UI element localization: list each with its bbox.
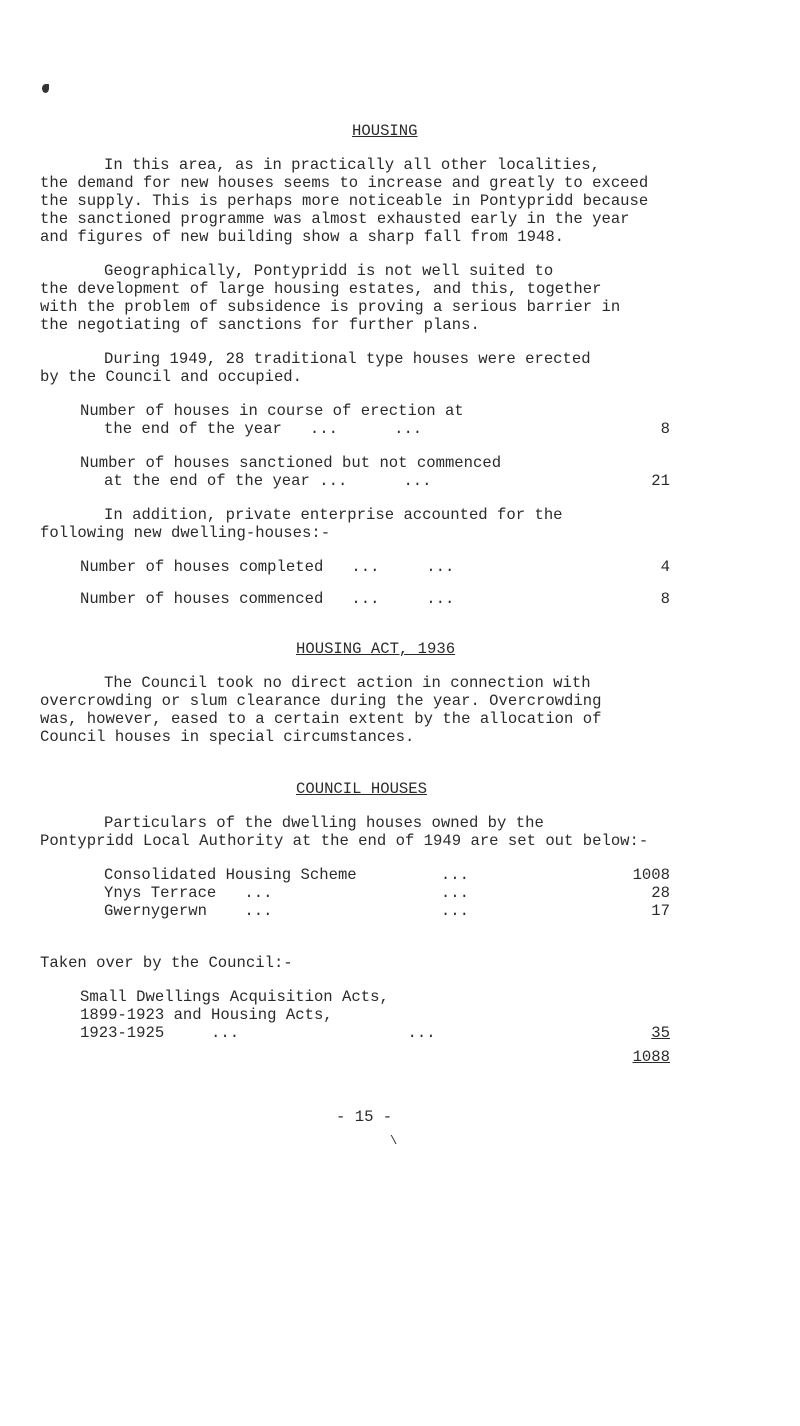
particulars-line: Particulars of the dwelling houses owned by the xyxy=(104,814,544,832)
intro-line: the supply. This is perhaps more noticeable in Pontypridd because xyxy=(40,192,649,210)
council-houses-heading: COUNCIL HOUSES xyxy=(296,780,428,798)
owned-label: Ynys Terrace ... ... xyxy=(104,884,469,902)
geo-line: the negotiating of sanctions for further plans. xyxy=(40,316,480,334)
intro-line: the sanctioned programme was almost exhausted early in the year xyxy=(40,210,630,228)
private-line: following new dwelling-houses:- xyxy=(40,524,331,542)
stat-label: the end of the year ... ... xyxy=(104,420,423,438)
scan-mark xyxy=(42,84,49,93)
intro-line: the demand for new houses seems to increase and greatly to exceed xyxy=(40,174,649,192)
private-stat-label: Number of houses completed ... ... xyxy=(80,558,455,576)
intro-line: In this area, as in practically all other localities, xyxy=(104,156,600,174)
act-line: was, however, eased to a certain extent by the allocation of xyxy=(40,710,602,728)
private-stat-label: Number of houses commenced ... ... xyxy=(80,590,455,608)
acts-line: 1899-1923 and Housing Acts, xyxy=(80,1006,333,1024)
stat-label: Number of houses in course of erection at xyxy=(80,402,464,420)
taken-over-label: Taken over by the Council:- xyxy=(40,954,293,972)
geo-line: the development of large housing estates, and this, together xyxy=(40,280,602,298)
during-line: During 1949, 28 traditional type houses were erected xyxy=(104,350,591,368)
private-line: In addition, private enterprise accounted for the xyxy=(104,506,563,524)
act-line: The Council took no direct action in connection with xyxy=(104,674,591,692)
acts-line: Small Dwellings Acquisition Acts, xyxy=(80,988,389,1006)
particulars-line: Pontypridd Local Authority at the end of 1949 are set out below:- xyxy=(40,832,649,850)
page-number: - 15 - xyxy=(336,1108,393,1126)
total-value: 1088 xyxy=(632,1048,670,1066)
act-line: overcrowding or slum clearance during the year. Overcrowding xyxy=(40,692,602,710)
page-title: HOUSING xyxy=(352,122,418,140)
owned-value: 1008 xyxy=(632,866,670,884)
stat-label: at the end of the year ... ... xyxy=(104,472,432,490)
stat-value: 21 xyxy=(651,472,670,490)
geo-line: Geographically, Pontypridd is not well suited to xyxy=(104,262,554,280)
owned-value: 28 xyxy=(651,884,670,902)
intro-line: and figures of new building show a sharp fall from 1948. xyxy=(40,228,565,246)
private-stat-value: 4 xyxy=(660,558,670,576)
owned-label: Gwernygerwn ... ... xyxy=(104,902,469,920)
owned-label: Consolidated Housing Scheme ... xyxy=(104,866,469,884)
private-stat-value: 8 xyxy=(660,590,670,608)
scan-footer-mark: \ xyxy=(390,1134,398,1148)
act-line: Council houses in special circumstances. xyxy=(40,728,415,746)
geo-line: with the problem of subsidence is proving a serious barrier in xyxy=(40,298,621,316)
stat-value: 8 xyxy=(660,420,670,438)
acts-value: 35 xyxy=(651,1024,670,1042)
during-line: by the Council and occupied. xyxy=(40,368,303,386)
acts-line: 1923-1925 ... ... xyxy=(80,1024,436,1042)
stat-label: Number of houses sanctioned but not commenced xyxy=(80,454,502,472)
act-heading: HOUSING ACT, 1936 xyxy=(296,640,456,658)
owned-value: 17 xyxy=(651,902,670,920)
